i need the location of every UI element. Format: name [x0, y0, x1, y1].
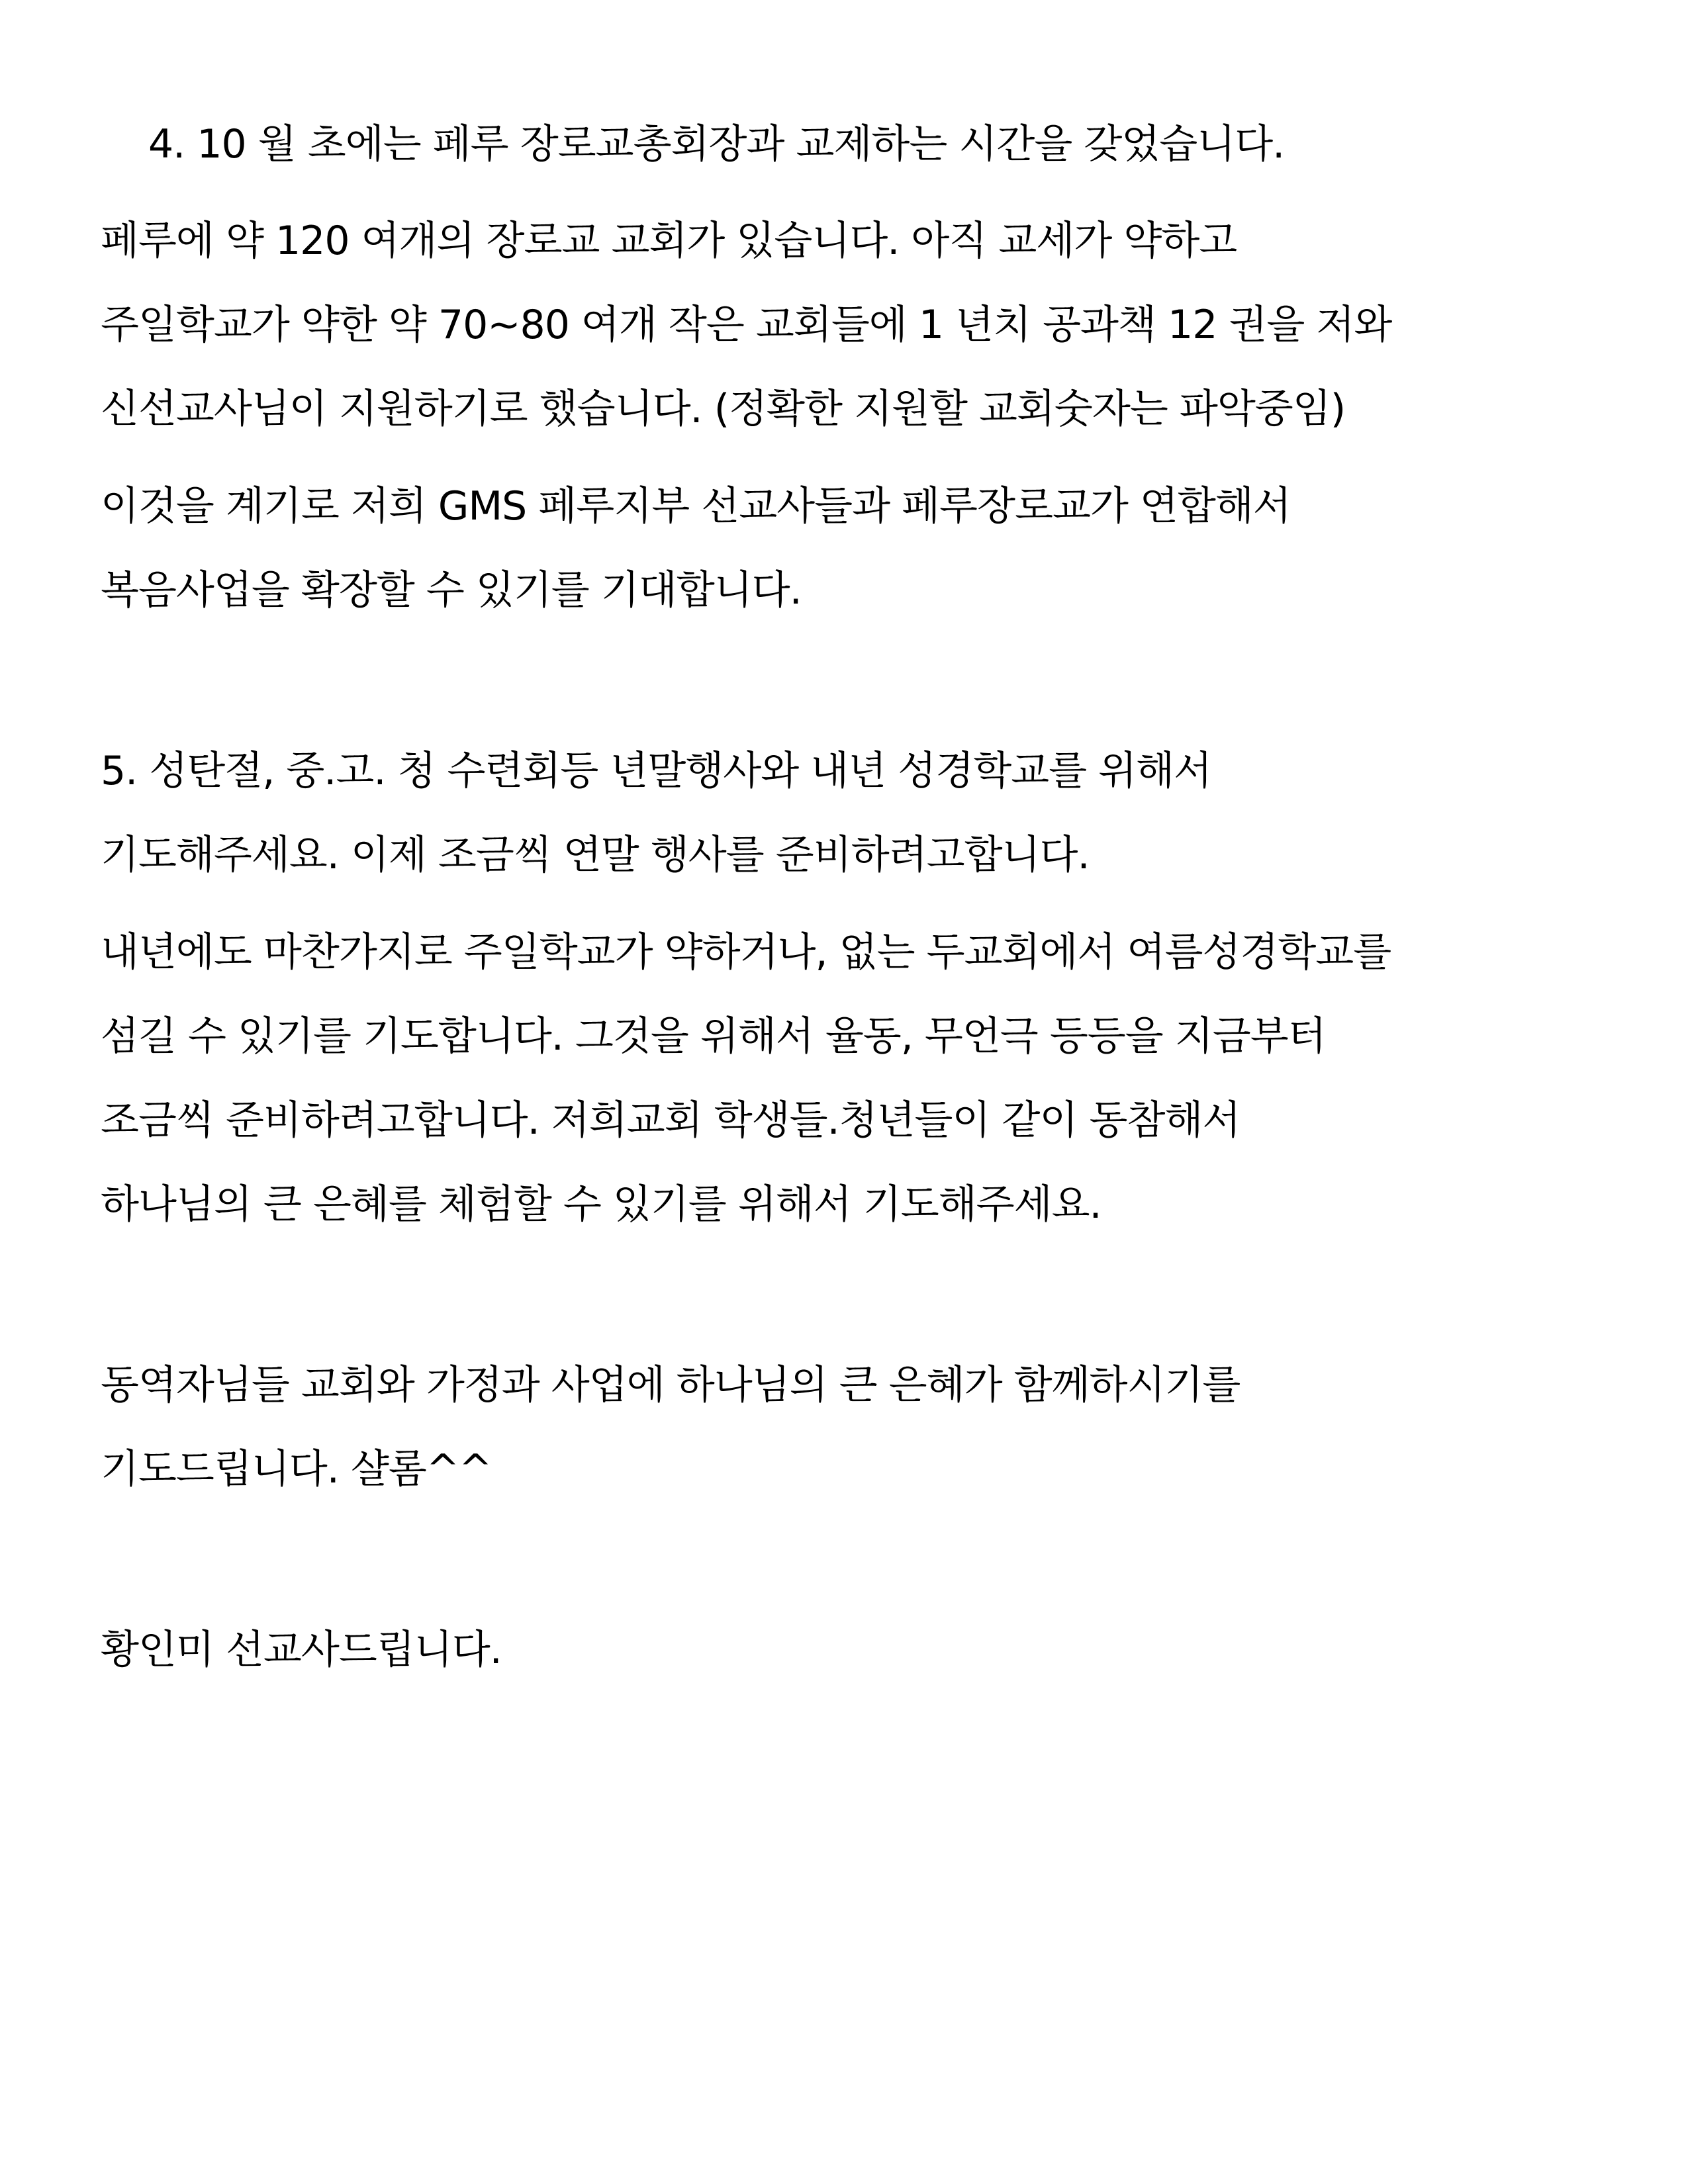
item-4-heading: 4. 10 월 초에는 페루 장로교총회장과 교제하는 시간을 갖었습니다. — [148, 121, 1285, 167]
paragraph-line: 섬길 수 있기를 기도합니다. 그것을 위해서 율동, 무언극 등등을 지금부터 — [101, 1013, 1326, 1060]
paragraph-line: 주일학교가 약한 약 70~80 여개 작은 교회들에 1 년치 공과책 12 권을 저와 — [101, 302, 1392, 348]
closing-line: 기도드립니다. 샬롬^^ — [101, 1446, 492, 1492]
paragraph-line: 기도해주세요. 이제 조금씩 연말 행사를 준비하려고합니다. — [101, 832, 1090, 878]
paragraph-line: 하나님의 큰 은혜를 체험할 수 있기를 위해서 기도해주세요. — [101, 1181, 1102, 1228]
paragraph-line: 내년에도 마찬가지로 주일학교가 약하거나, 없는 두교회에서 여름성경학교를 — [101, 929, 1391, 976]
paragraph-line: 조금씩 준비하려고합니다. 저희교회 학생들.청년들이 같이 동참해서 — [101, 1097, 1241, 1144]
paragraph-line: 이것을 계기로 저희 GMS 페루지부 선교사들과 페루장로교가 연합해서 — [101, 483, 1291, 529]
paragraph-line: 신선교사님이 지원하기로 했습니다. (정확한 지원할 교회숫자는 파악중임) — [101, 386, 1346, 432]
closing-line: 동역자님들 교회와 가정과 사업에 하나님의 큰 은혜가 함께하시기를 — [101, 1362, 1241, 1408]
paragraph-line: 페루에 약 120 여개의 장로교 교회가 있습니다. 아직 교세가 약하고 — [101, 218, 1237, 264]
item-5-heading: 5. 성탄절, 중.고. 청 수련회등 년말행사와 내년 성경학교를 위해서 — [101, 748, 1212, 794]
signature-line: 황인미 선교사드립니다. — [101, 1627, 502, 1673]
paragraph-line: 복음사업을 확장할 수 있기를 기대합니다. — [101, 567, 802, 614]
